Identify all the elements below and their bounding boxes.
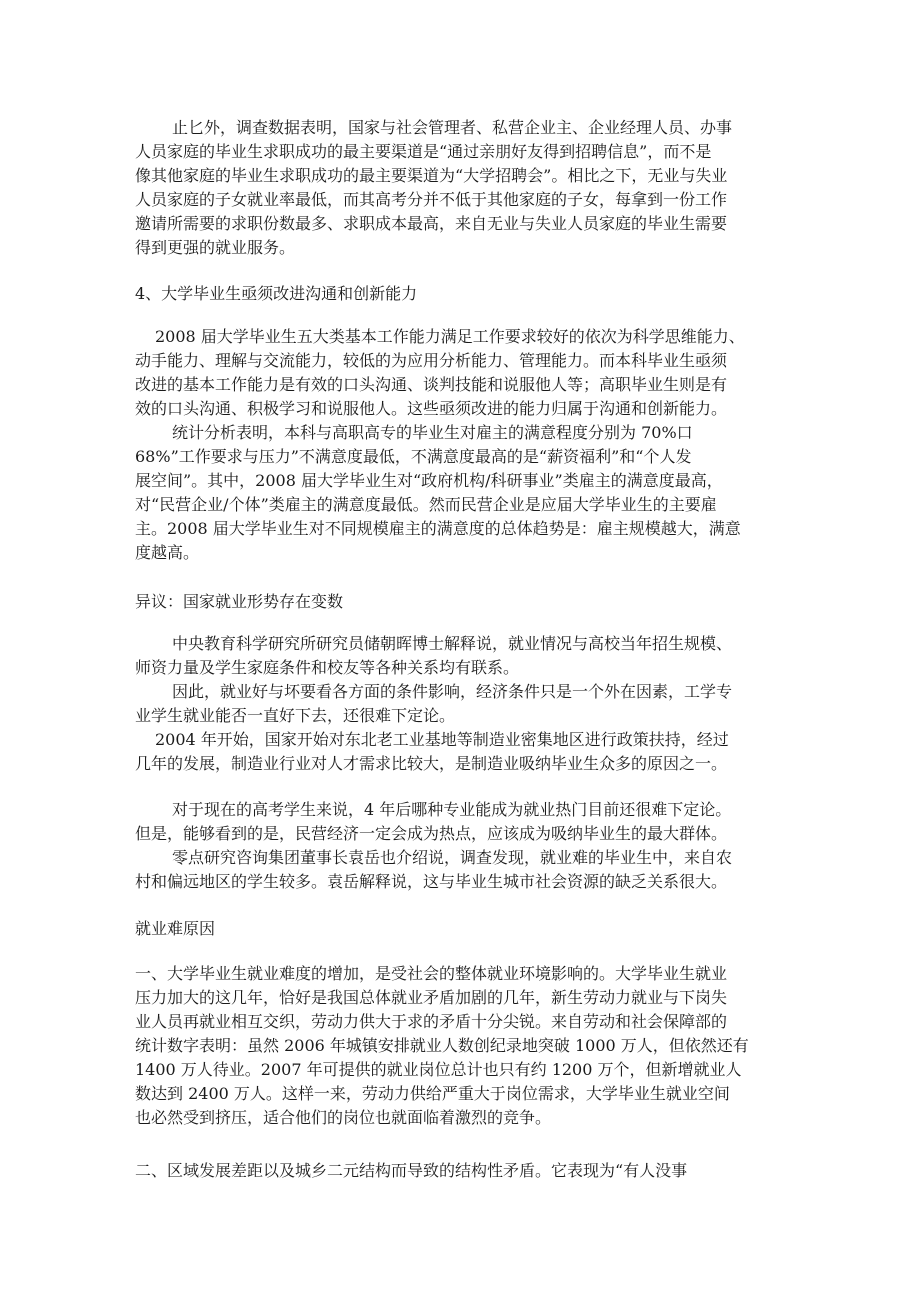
text-line: 压力加大的这几年，恰好是我国总体就业矛盾加剧的几年，新生劳动力就业与下岗失 [135, 988, 728, 1007]
text-line: 师资力量及学生家庭条件和校友等各种关系均有联系。 [135, 658, 520, 677]
text-line: 1400 万人待业。2007 年可提供的就业岗位总计也只有约 1200 万个，但新增就业人 [135, 1060, 742, 1079]
text-line: 像其他家庭的毕业生求职成功的最主要渠道为“大学招聘会”。相比之下，无业与失业 [135, 166, 728, 185]
section-heading-objection [135, 590, 795, 614]
text-line: 2004 年开始，国家开始对东北老工业基地等制造业密集地区进行政策扶持，经过 [155, 730, 729, 749]
text-line: 人员家庭的子女就业率最低，而其高考分并不低于其他家庭的子女，每拿到一份工作 [135, 190, 728, 209]
text-line: 邀请所需要的求职份数最多、求职成本最高，来自无业与失业人员家庭的毕业生需要 [135, 214, 728, 233]
text-line: 68%”工作要求与压力”不满意度最低，不满意度最高的是“薪资福利”和“个人发 [135, 447, 692, 466]
text-line: 效的口头沟通、积极学习和说服他人。这些亟须改进的能力归属于沟通和创新能力。 [135, 399, 728, 418]
text-line [135, 1130, 795, 1154]
text-line: 对“民营企业/个体”类雇主的满意度最低。然而民营企业是应届大学毕业生的主要雇 [135, 495, 717, 514]
text-line: 业人员再就业相互交织，劳动力供大于求的矛盾十分尖锐。来自劳动和社会保障部的 [135, 1012, 728, 1031]
text-line: 但是，能够看到的是，民营经济一定会成为热点，应该成为吸纳毕业生的最大群体。 [135, 824, 728, 843]
section-heading-4 [135, 282, 795, 306]
heading-text: 异议：国家就业形势存在变数 [135, 592, 344, 611]
text-line: 二、区域发展差距以及城乡二元结构而导致的结构性矛盾。它表现为“有人没事 [135, 1161, 688, 1180]
text-line: 统计数字表明：虽然 2006 年城镇安排就业人数创纪录地突破 1000 万人，但依然还有 [135, 1036, 749, 1055]
text-line: 一、大学毕业生就业难度的增加，是受社会的整体就业环境影响的。大学毕业生就业 [135, 964, 728, 983]
paragraph-1 [135, 116, 795, 260]
text-line: 对于现在的高考学生来说，4 年后哪种专业能成为就业热门目前还很难下定论。 [172, 800, 732, 819]
text-line: 也必然受到挤压，适合他们的岗位也就面临着激烈的竞争。 [135, 1108, 552, 1127]
text-line: 得到更强的就业服务。 [135, 238, 296, 257]
paragraph-6 [135, 1159, 795, 1183]
text-line: 止匕外，调查数据表明，国家与社会管理者、私营企业主、企业经理人员、办事 [172, 118, 733, 137]
paragraph-2 [135, 325, 795, 589]
text-line: 因此，就业好与坏要看各方面的条件影响，经济条件只是一个外在因素，工学专 [172, 682, 733, 701]
text-line: 几年的发展，制造业行业对人才需求比较大，是制造业吸纳毕业生众多的原因之一。 [135, 754, 728, 773]
text-line: 2008 届大学毕业生五大类基本工作能力满足工作要求较好的依次为科学思维能力、 [155, 327, 745, 346]
text-line: 动手能力、理解与交流能力，较低的为应用分析能力、管理能力。而本科毕业生亟须 [135, 351, 728, 370]
text-line: 展空间”。其中，2008 届大学毕业生对“政府机构/科研事业”类雇主的满意度最高， [135, 471, 723, 490]
text-line: 数达到 2400 万人。这样一来，劳动力供给严重大于岗位需求，大学毕业生就业空间 [135, 1084, 730, 1103]
section-heading-causes [135, 917, 795, 941]
text-line: 人员家庭的毕业生求职成功的最主要渠道是“通过亲朋好友得到招聘信息”，而不是 [135, 142, 712, 161]
paragraph-3 [135, 632, 795, 776]
text-line: 中央教育科学研究所研究员储朝晖博士解释说，就业情况与高校当年招生规模、 [172, 634, 733, 653]
paragraph-5 [135, 962, 795, 1154]
text-line: 改进的基本工作能力是有效的口头沟通、谈判技能和说服他人等；高职毕业生则是有 [135, 375, 728, 394]
text-line [135, 565, 795, 589]
text-line: 业学生就业能否一直好下去，还很难下定论。 [135, 706, 456, 725]
text-line: 村和偏远地区的学生较多。袁岳解释说，这与毕业生城市社会资源的缺乏关系很大。 [135, 872, 728, 891]
text-line: 零点研究咨询集团董事长袁岳也介绍说，调查发现，就业难的毕业生中，来自农 [172, 848, 733, 867]
text-line: 度越高。 [135, 543, 200, 562]
heading-text: 4、大学毕业生亟须改进沟通和创新能力 [135, 284, 418, 303]
heading-text: 就业难原因 [135, 919, 216, 938]
text-line: 主。2008 届大学毕业生对不同规模雇主的满意度的总体趋势是：雇主规模越大，满意 [135, 519, 741, 538]
text-line: 统计分析表明，本科与高职高专的毕业生对雇主的满意程度分别为 70%口 [172, 423, 693, 442]
paragraph-4 [135, 798, 795, 894]
